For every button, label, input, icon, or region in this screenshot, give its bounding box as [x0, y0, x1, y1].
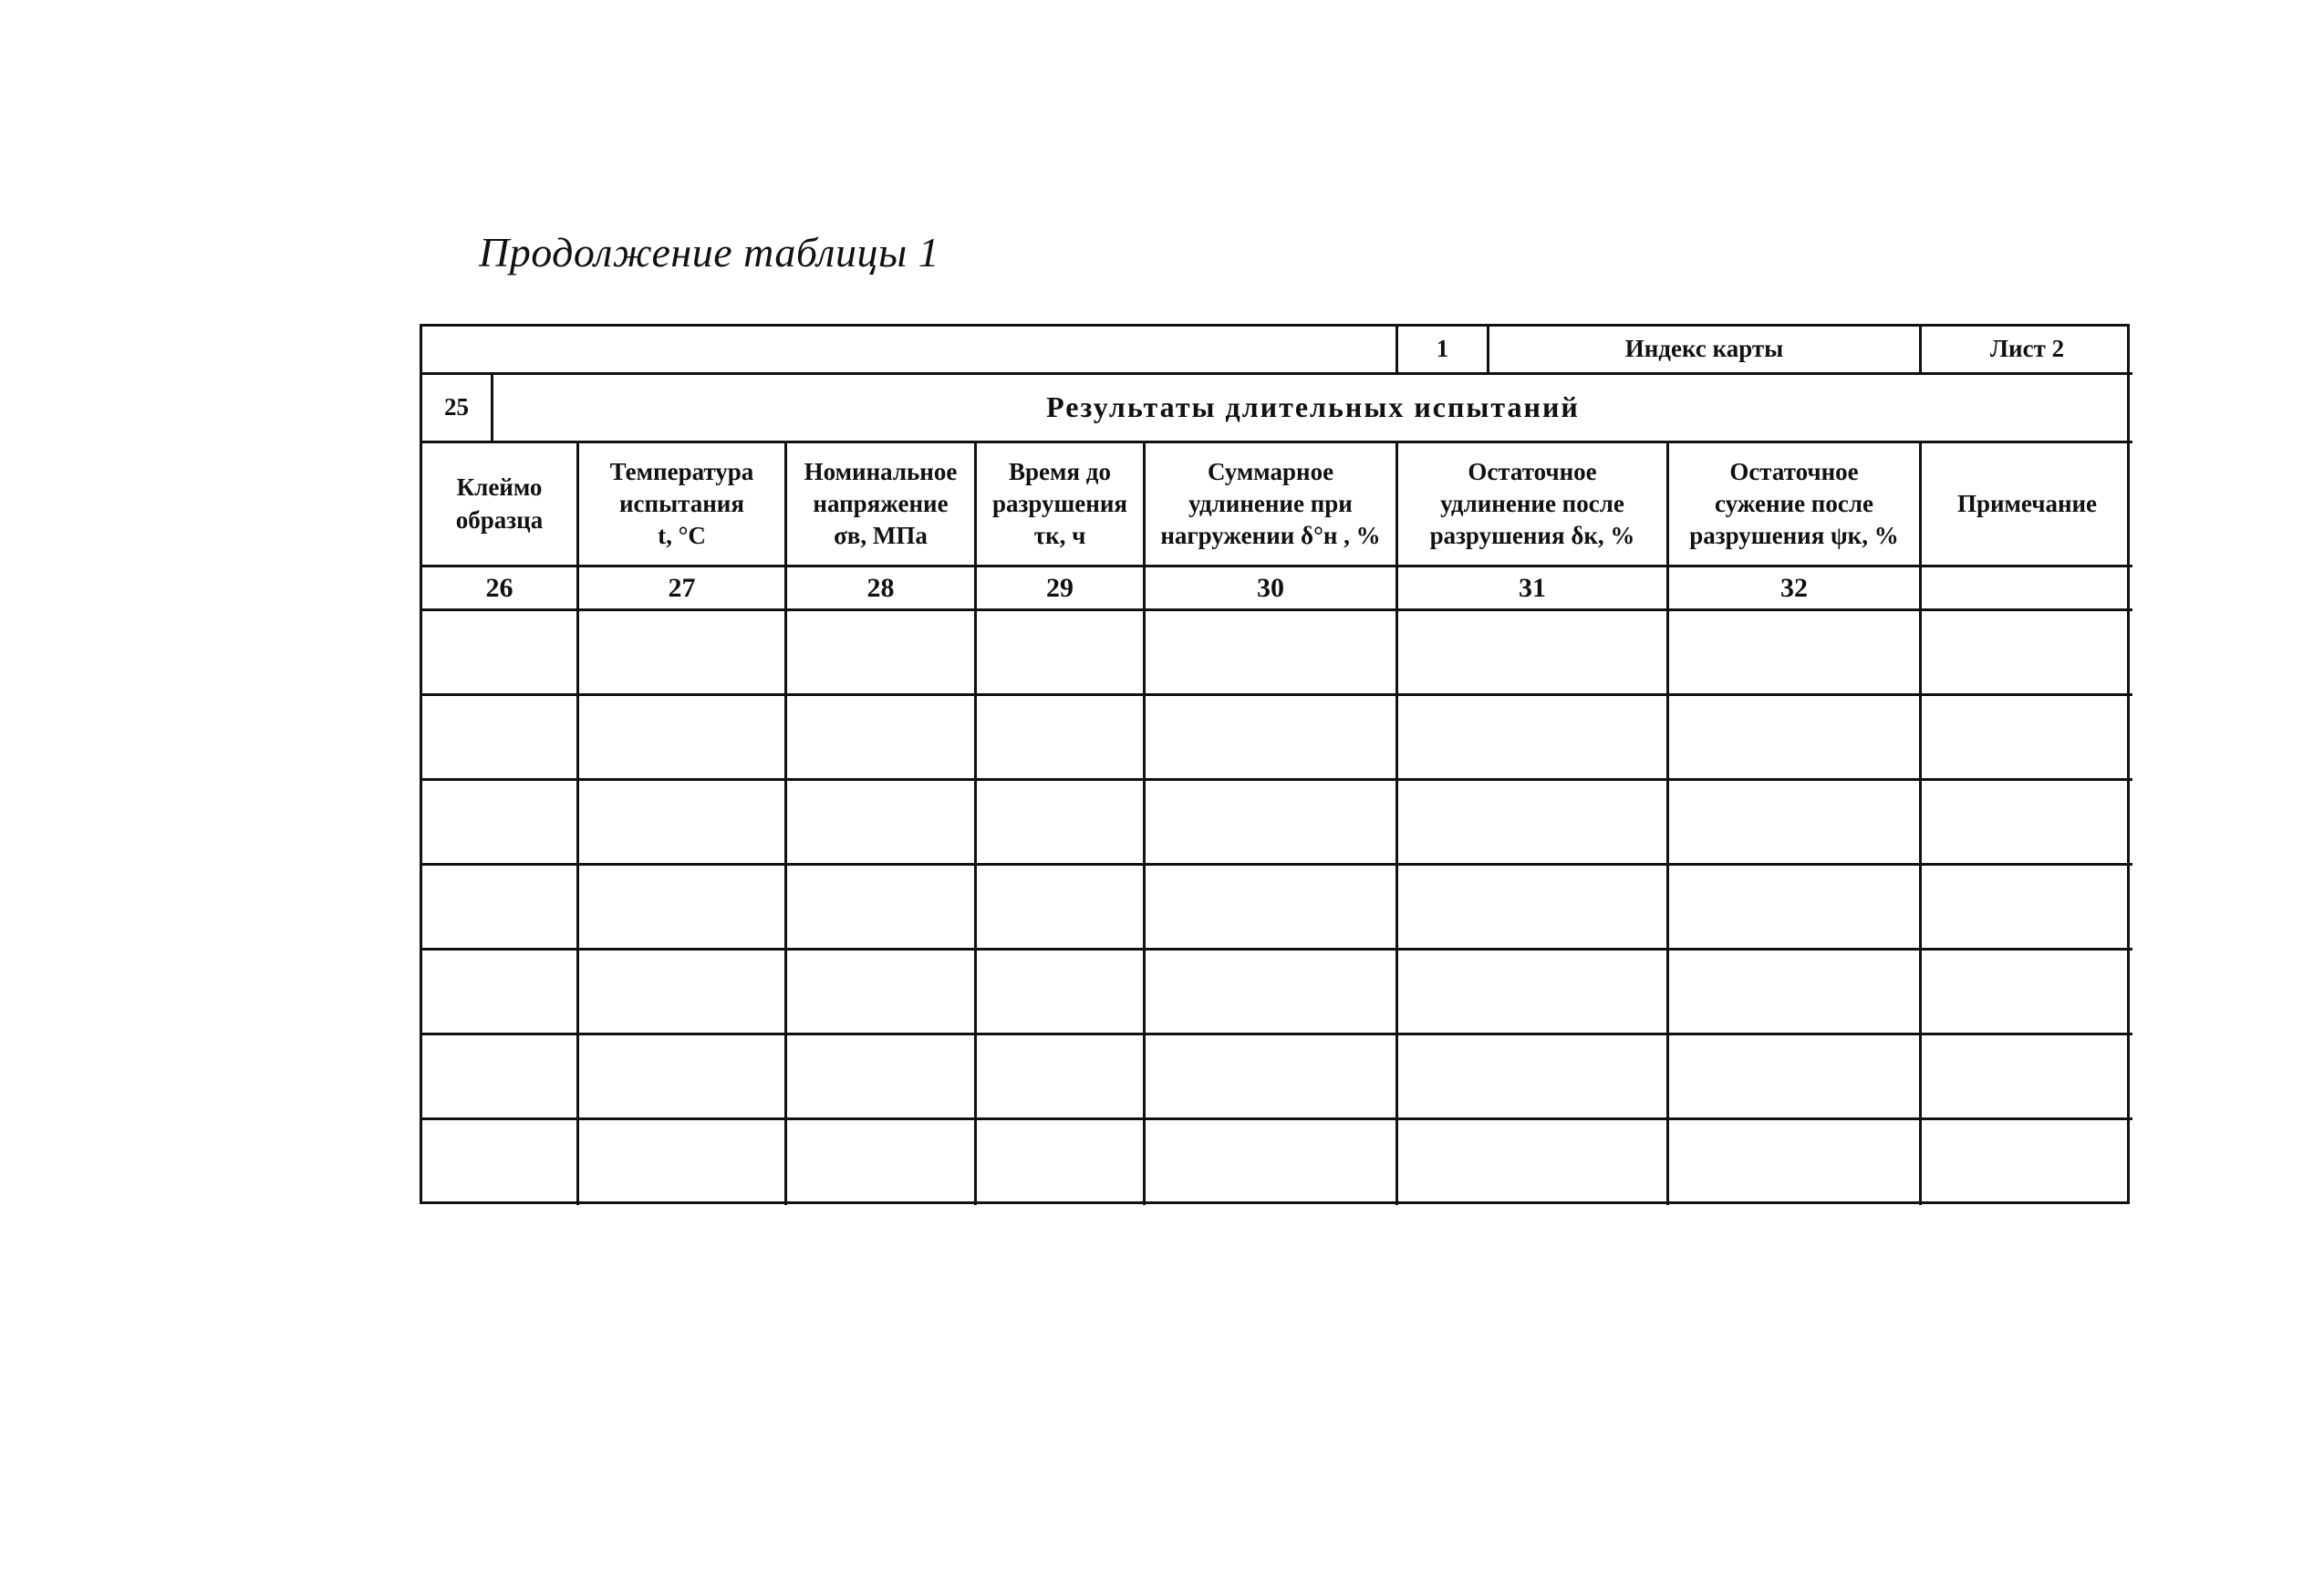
table-cell: [1146, 951, 1398, 1035]
table-cell: [422, 781, 579, 866]
column-number: 32: [1669, 567, 1922, 611]
table-cell: [422, 1120, 579, 1205]
table-cell: [422, 611, 579, 696]
table-cell: [787, 951, 977, 1035]
table-cell: [422, 866, 579, 951]
table-cell: [1146, 1120, 1398, 1205]
table-cell: [1922, 1120, 2132, 1205]
table-cell: [1922, 951, 2132, 1035]
column-number: [1922, 567, 2132, 611]
table-cell: [1922, 866, 2132, 951]
table-cell: [1146, 696, 1398, 781]
table-cell: [1146, 1035, 1398, 1120]
column-number: 28: [787, 567, 977, 611]
table-cell: [579, 611, 787, 696]
table-cell: [787, 781, 977, 866]
table-cell: [1146, 611, 1398, 696]
table-cell: [787, 611, 977, 696]
table-cell: [1146, 866, 1398, 951]
table-cell: [977, 781, 1146, 866]
column-header: Остаточное сужение после разрушения ψк, %: [1669, 443, 1922, 567]
column-number: 30: [1146, 567, 1398, 611]
column-number: 31: [1398, 567, 1669, 611]
table-cell: [787, 1035, 977, 1120]
table-cell: [977, 866, 1146, 951]
section-title: Результаты длительных испытаний: [493, 375, 2132, 443]
column-header: Клеймо образца: [422, 443, 579, 567]
table-cell: [1669, 781, 1922, 866]
table-cell: [579, 696, 787, 781]
table-cell: [977, 1120, 1146, 1205]
table-cell: [977, 611, 1146, 696]
card-number-cell: 1: [1398, 327, 1489, 375]
column-number: 27: [579, 567, 787, 611]
table-cell: [1922, 1035, 2132, 1120]
table-cell: [977, 951, 1146, 1035]
table-cell: [1669, 1035, 1922, 1120]
table-cell: [1669, 866, 1922, 951]
table-cell: [1398, 1120, 1669, 1205]
header-blank-cell: [422, 327, 1398, 375]
table-cell: [1669, 951, 1922, 1035]
table-cell: [579, 866, 787, 951]
section-number: 25: [422, 375, 493, 443]
table-cell: [579, 1120, 787, 1205]
table-cell: [787, 1120, 977, 1205]
table-cell: [787, 696, 977, 781]
table-cell: [977, 696, 1146, 781]
table-cell: [1922, 696, 2132, 781]
column-header: Номинальное напряжение σв, МПа: [787, 443, 977, 567]
table-cell: [1398, 951, 1669, 1035]
column-number: 26: [422, 567, 579, 611]
table-cell: [1398, 866, 1669, 951]
sheet-label: Лист 2: [1922, 327, 2132, 375]
table-cell: [579, 781, 787, 866]
table-cell: [1398, 781, 1669, 866]
table-cell: [1398, 611, 1669, 696]
table-cell: [579, 951, 787, 1035]
table-cell: [1922, 781, 2132, 866]
table-cell: [1669, 696, 1922, 781]
table-cell: [787, 866, 977, 951]
table-caption: Продолжение таблицы 1: [479, 229, 940, 275]
table-cell: [1922, 611, 2132, 696]
results-table: [420, 324, 2130, 1204]
table-cell: [579, 1035, 787, 1120]
table-cell: [1669, 1120, 1922, 1205]
column-header: Примечание: [1922, 443, 2132, 567]
column-number: 29: [977, 567, 1146, 611]
column-header: Температура испытания t, °С: [579, 443, 787, 567]
table-cell: [422, 696, 579, 781]
table-cell: [1146, 781, 1398, 866]
column-header: Остаточное удлинение после разрушения δк, %: [1398, 443, 1669, 567]
card-index-label: Индекс карты: [1489, 327, 1922, 375]
table-cell: [1398, 696, 1669, 781]
table-cell: [422, 1035, 579, 1120]
table-cell: [1669, 611, 1922, 696]
column-header: Суммарное удлинение при нагружении δ°н , %: [1146, 443, 1398, 567]
table-cell: [422, 951, 579, 1035]
table-cell: [1398, 1035, 1669, 1120]
column-header: Время до разрушения τк, ч: [977, 443, 1146, 567]
table-cell: [977, 1035, 1146, 1120]
